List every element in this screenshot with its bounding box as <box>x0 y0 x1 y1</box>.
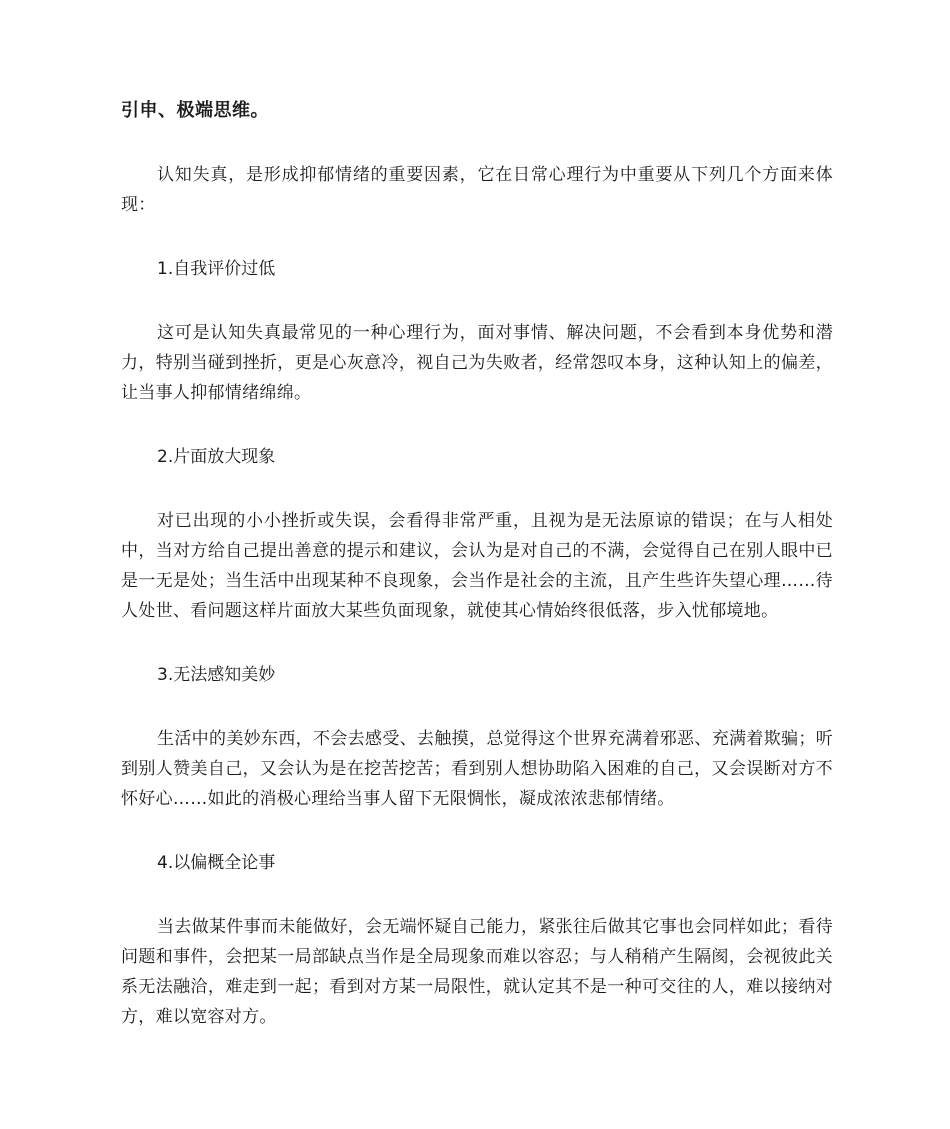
intro-paragraph: 认知失真，是形成抑郁情绪的重要因素，它在日常心理行为中重要从下列几个方面来体现： <box>121 165 833 215</box>
subheading-2: 2.片面放大现象 <box>157 447 276 467</box>
paragraph-4: 当去做某件事而未能做好，会无端怀疑自己能力，紧张往后做其它事也会同样如此；看待问题和事件，会把某一局部缺点当作是全局现象而难以容忍；与人稍稍产生隔阂，会视彼此关系无法融洽，难走到一起；看到对方某一局限性，就认定其不是一种可交往的人，难以接纳对方，难以宽容对方。 <box>121 917 833 1027</box>
subheading-3: 3.无法感知美妙 <box>157 665 276 685</box>
paragraph-3: 生活中的美妙东西，不会去感受、去触摸，总觉得这个世界充满着邪恶、充满着欺骗；听到别人赞美自己，又会认为是在挖苦挖苦；看到别人想协助陷入困难的自己，又会误断对方不怀好心……如此的消极心理给当事人留下无限惆怅，凝成浓浓悲郁情绪。 <box>121 729 833 809</box>
subheading-1: 1.自我评价过低 <box>157 259 276 279</box>
section-heading: 引申、极端思维。 <box>121 100 269 121</box>
document-body <box>121 96 833 1066</box>
paragraph-1: 这可是认知失真最常见的一种心理行为，面对事情、解决问题，不会看到本身优势和潜力，特别当碰到挫折，更是心灰意冷，视自己为失败者，经常怨叹本身，这种认知上的偏差，让当事人抑郁情绪绵绵。 <box>121 323 833 403</box>
subheading-4: 4.以偏概全论事 <box>157 853 276 873</box>
paragraph-2: 对已出现的小小挫折或失误，会看得非常严重，且视为是无法原谅的错误；在与人相处中，当对方给自己提出善意的提示和建议，会认为是对自己的不满，会觉得自己在别人眼中已是一无是处；当生活中出现某种不良现象，会当作是社会的主流，且产生些许失望心理……待人处世、看问题这样片面放大某些负面现象，就使其心情始终很低落，步入忧郁境地。 <box>121 511 833 621</box>
